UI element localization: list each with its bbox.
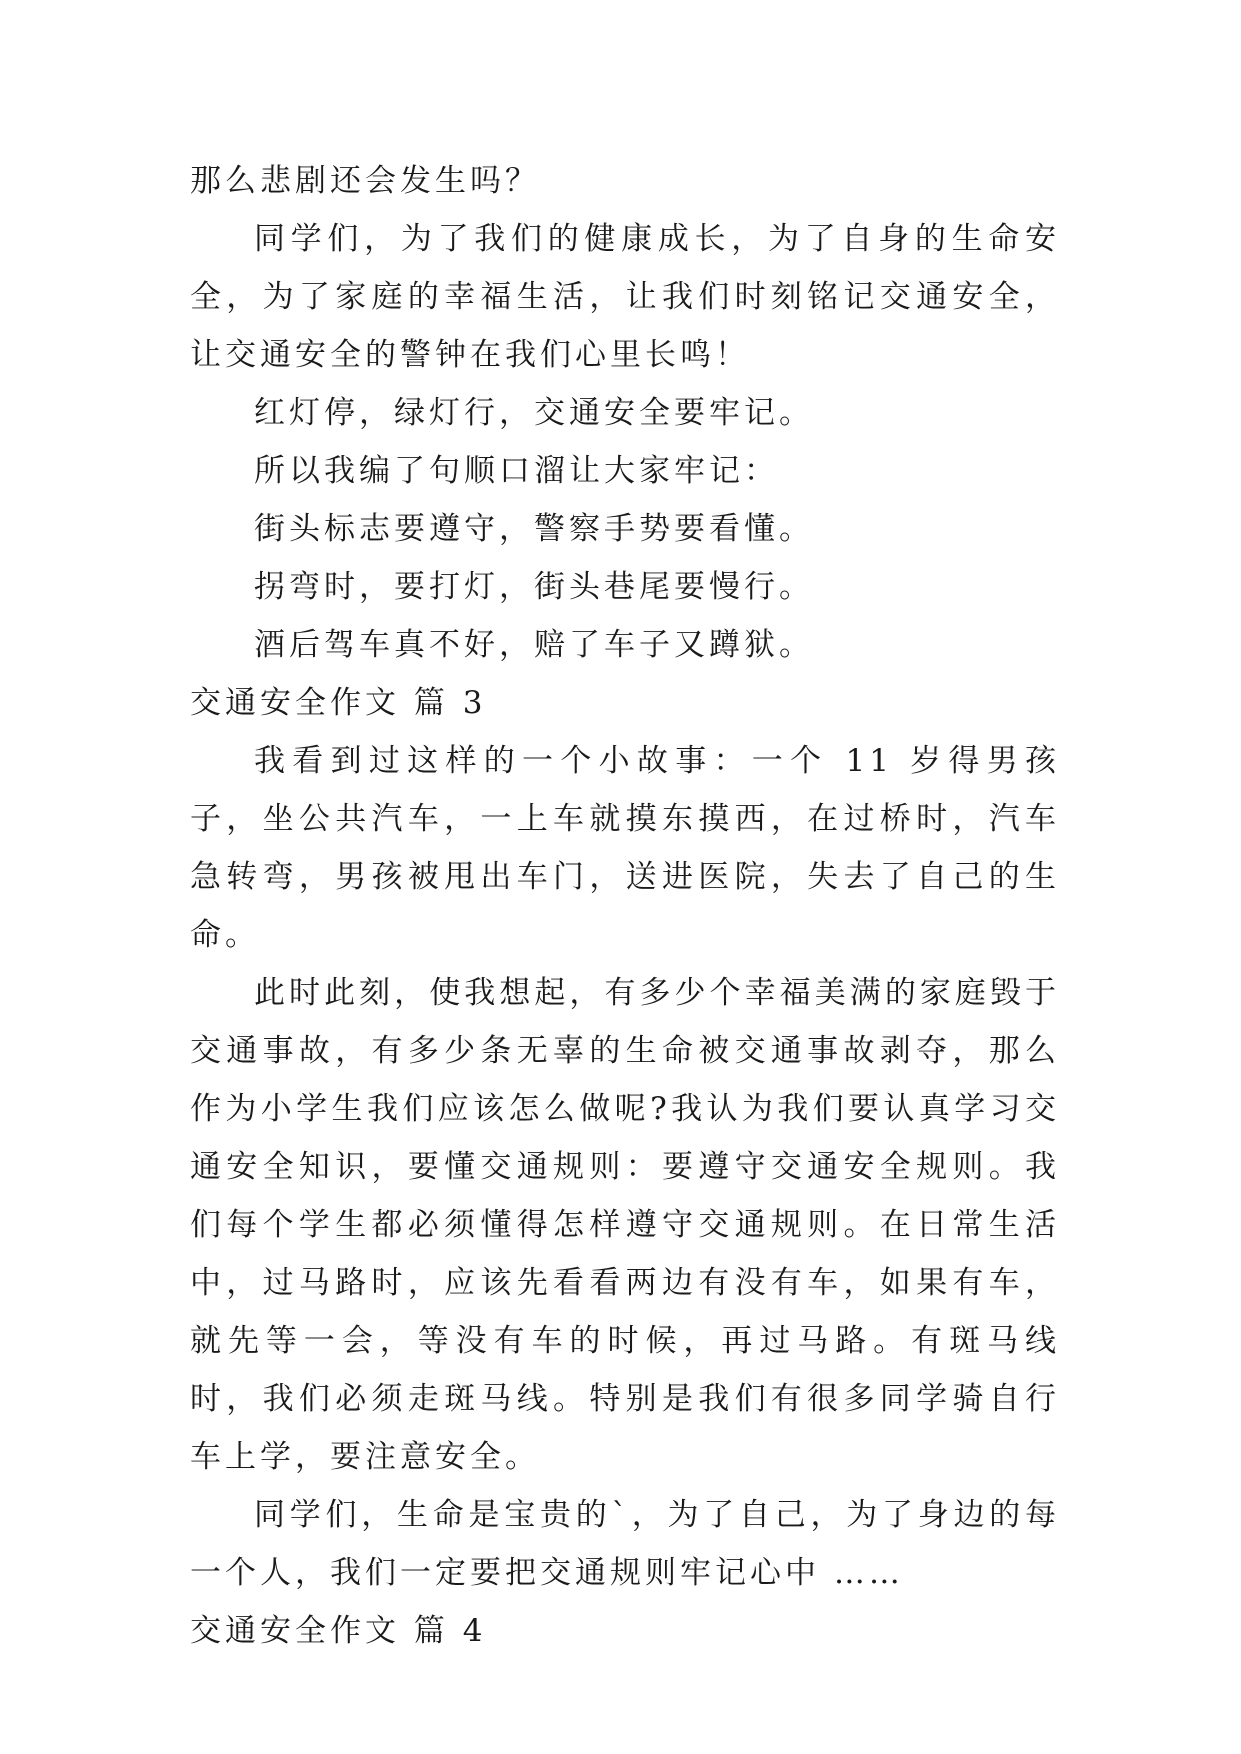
paragraph-7: 酒后驾车真不好，赔了车子又蹲狱。 — [254, 627, 814, 663]
paragraph-10: 同学们，生命是宝贵的`，为了自己，为了身边的每一个人，我们一定要把交通规则牢记心中 …… — [190, 1497, 1060, 1591]
paragraph-6: 拐弯时，要打灯，街头巷尾要慢行。 — [254, 569, 814, 605]
paragraph-9: 此时此刻，使我想起，有多少个幸福美满的家庭毁于交通事故，有多少条无辜的生命被交通事故剥夺，那么作为小学生我们应该怎么做呢?我认为我们要认真学习交通安全知识，要懂交通规则：要遵守交通安全规则。我们每个学生都必须懂得怎样遵守交通规则。在日常生活中，过马路时，应该先看看两边有没有车，如果有车，就先等一会，等没有车的时候，再过马路。有斑马线时，我们必须走斑马线。特别是我们有很多同学骑自行车上学，要注意安全。 — [190, 975, 1060, 1475]
section-heading-3: 交通安全作文 篇 3 — [190, 685, 487, 721]
paragraph-8: 我看到过这样的一个小故事：一个 11 岁得男孩子，坐公共汽车，一上车就摸东摸西，在过桥时，汽车急转弯，男孩被甩出车门，送进医院，失去了自己的生命。 — [190, 743, 1060, 953]
document-page — [190, 152, 1060, 1660]
section-heading-4: 交通安全作文 篇 4 — [190, 1613, 487, 1649]
paragraph-5: 街头标志要遵守，警察手势要看懂。 — [254, 511, 814, 547]
paragraph-1: 那么悲剧还会发生吗？ — [190, 163, 540, 199]
paragraph-2: 同学们，为了我们的健康成长，为了自身的生命安全，为了家庭的幸福生活，让我们时刻铭记交通安全，让交通安全的警钟在我们心里长鸣！ — [190, 221, 1060, 373]
paragraph-3: 红灯停，绿灯行，交通安全要牢记。 — [254, 395, 814, 431]
paragraph-4: 所以我编了句顺口溜让大家牢记： — [254, 453, 779, 489]
